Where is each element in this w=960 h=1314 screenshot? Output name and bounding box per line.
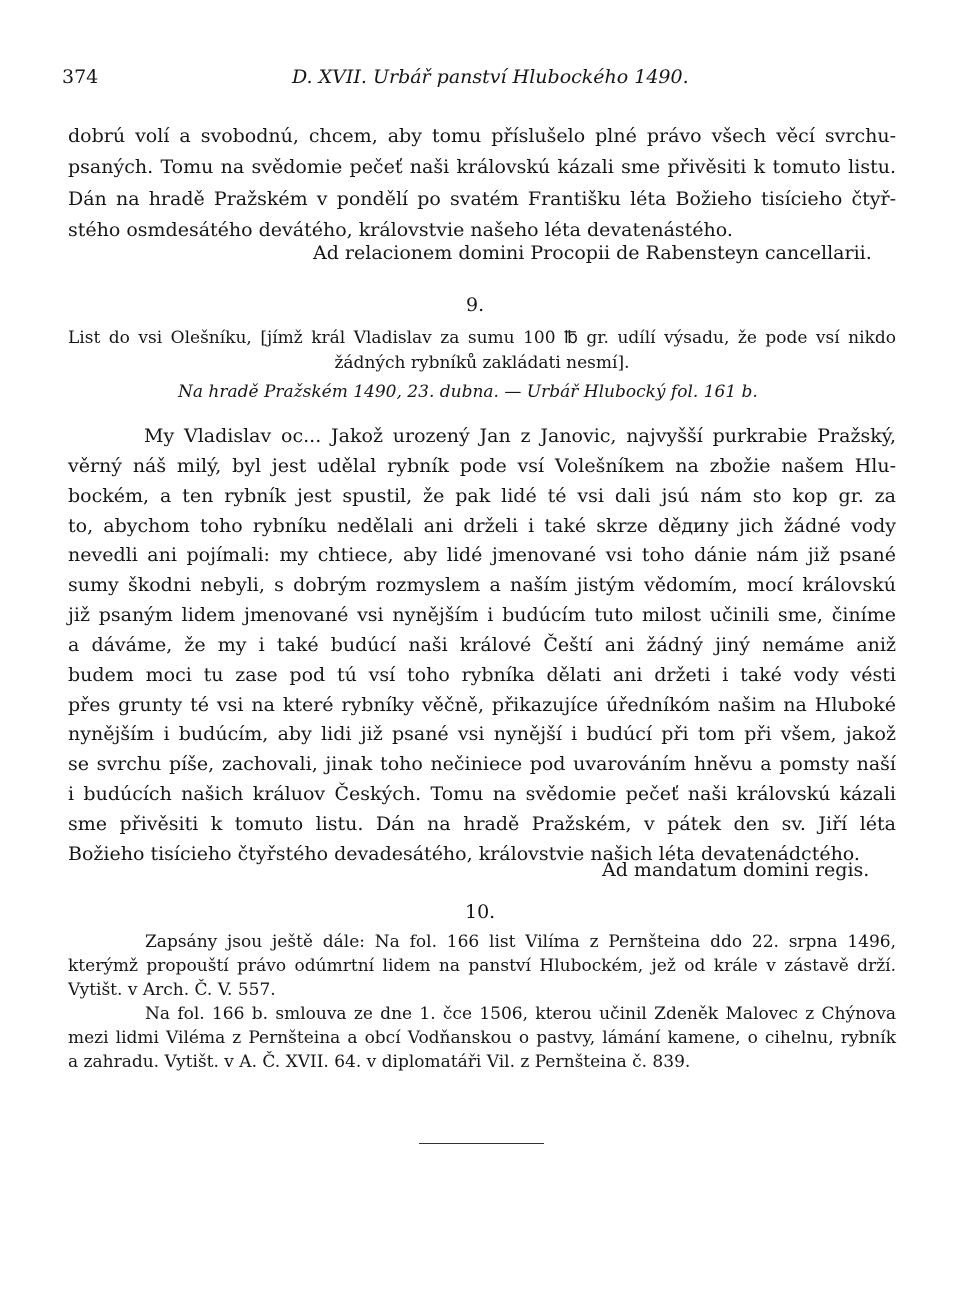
text-line: nynějším i budúcím, aby lidi již psané vsi nynější i budúcí při tom při všem, jakož bbox=[68, 723, 896, 746]
regest-line: žádných rybníků zakládati nesmí]. bbox=[334, 353, 630, 373]
chancery-signature: Ad relacionem domini Procopii de Rabensteyn cancellarii. bbox=[313, 242, 872, 264]
text-line: přes grunty té vsi na které rybníky věčně, přikazujíce úředníkóm našim na Hluboké bbox=[68, 693, 896, 716]
text-line: My Vladislav oc... Jakož urozený Jan z Janovic, najvyšší purkrabie Pražský, bbox=[144, 425, 896, 447]
document-number-10: 10. bbox=[465, 901, 496, 923]
text-line: již psaným lidem jmenované vsi nynějším i budúcím tuto milost učinili sme, činíme bbox=[68, 604, 896, 627]
text-line: to, abychom toho rybníku nedělali ani drželi i také skrze děдиny jich žádné vody bbox=[68, 514, 896, 537]
text-line: se svrchu píše, zachovali, jinak toho nečiniece pod uvarováním hněvu a pomsty naší bbox=[68, 753, 896, 776]
text-line: věrný náš milý, byl jest udělal rybník pode vsí Volešníkem na zbožie našem Hlu- bbox=[68, 454, 896, 477]
text-line: budem moci tu zase pod tú vsí toho rybníka dělati ani držeti i také vody vésti bbox=[68, 663, 896, 686]
text-line: sumy škodni nebyli, s dobrým rozmyslem a naším jistým vědomím, mocí královskú bbox=[68, 574, 896, 597]
text-line: dobrú volí a svobodnú, chcem, aby tomu příslušelo plné právo všech věcí svrchu- bbox=[68, 125, 896, 147]
source-reference-9: Na hradě Pražském 1490, 23. dubna. — Urbář Hlubocký fol. 161 b. bbox=[178, 382, 758, 402]
text-line: Dán na hradě Pražském v pondělí po svatém Františku léta Božieho tisícieho čtyř- bbox=[68, 187, 896, 210]
intro-paragraph bbox=[68, 121, 896, 246]
page-number: 374 bbox=[62, 66, 99, 88]
text-line: i budúcích našich králuov Českých. Tomu na svědomie pečeť naši královskú kázali bbox=[68, 783, 896, 806]
note-line: Zapsány jsou ještě dále: Na fol. 166 list Vilíma z Pernšteina ddo 22. srpna 1496, bbox=[145, 932, 896, 952]
mandate-signature: Ad mandatum domini regis. bbox=[602, 859, 870, 881]
document-9-body bbox=[68, 422, 896, 870]
note-line: a zahradu. Vytišt. v A. Č. XVII. 64. v diplomatáři Vil. z Pernšteina č. 839. bbox=[68, 1051, 691, 1072]
text-line: stého osmdesátého devátého, královstvie našeho léta devatenástého. bbox=[68, 218, 733, 241]
text-line: psaných. Tomu na svědomie pečeť naši královskú kázali sme přivěsiti k tomuto listu. bbox=[68, 156, 896, 179]
note-line: Vytišt. v Arch. Č. V. 557. bbox=[68, 979, 276, 1000]
document-number-9: 9. bbox=[466, 294, 485, 316]
note-line: Na fol. 166 b. smlouva ze dne 1. čce 1506, kterou učinil Zdeněk Malovec z Chýnova bbox=[145, 1003, 896, 1024]
text-line: Božieho tisícieho čtyřstého devadesátého, královstvie našich léta devatenádctého. bbox=[68, 842, 860, 865]
running-title: D. XVII. Urbář panství Hlubockého 1490. bbox=[292, 66, 689, 88]
regest-line: List do vsi Olešníku, [jímž král Vladislav za sumu 100 ℔ gr. udílí výsadu, že pode vsí nikdo bbox=[68, 328, 896, 348]
text-line: bockém, a ten rybník jest spustil, že pak lidé té vsi dali jsú nám sto kop gr. za bbox=[68, 484, 896, 507]
notes-10 bbox=[68, 931, 896, 1074]
regest-9 bbox=[68, 326, 896, 376]
text-line: sme přivěsiti k tomuto listu. Dán na hradě Pražském, v pátek den sv. Jiří léta bbox=[68, 812, 896, 835]
note-line: mezi lidmi Viléma z Pernšteina a obcí Vodňanskou o pastvy, lámání kamene, o cihelnu, rybník bbox=[68, 1027, 896, 1048]
text-line: a dáváme, že my i také budúcí naši králové Čeští ani žádný jiný nemáme aniž bbox=[68, 633, 896, 656]
closing-divider bbox=[419, 1143, 544, 1144]
note-line: kterýmž propouští právo odúmrtní lidem na panství Hlubockém, jež od krále v zástavě drží. bbox=[68, 955, 896, 976]
text-line: nevedli ani pojímali: my chtiece, aby lidé jmenované vsi toho dánie nám již psané bbox=[68, 544, 896, 567]
